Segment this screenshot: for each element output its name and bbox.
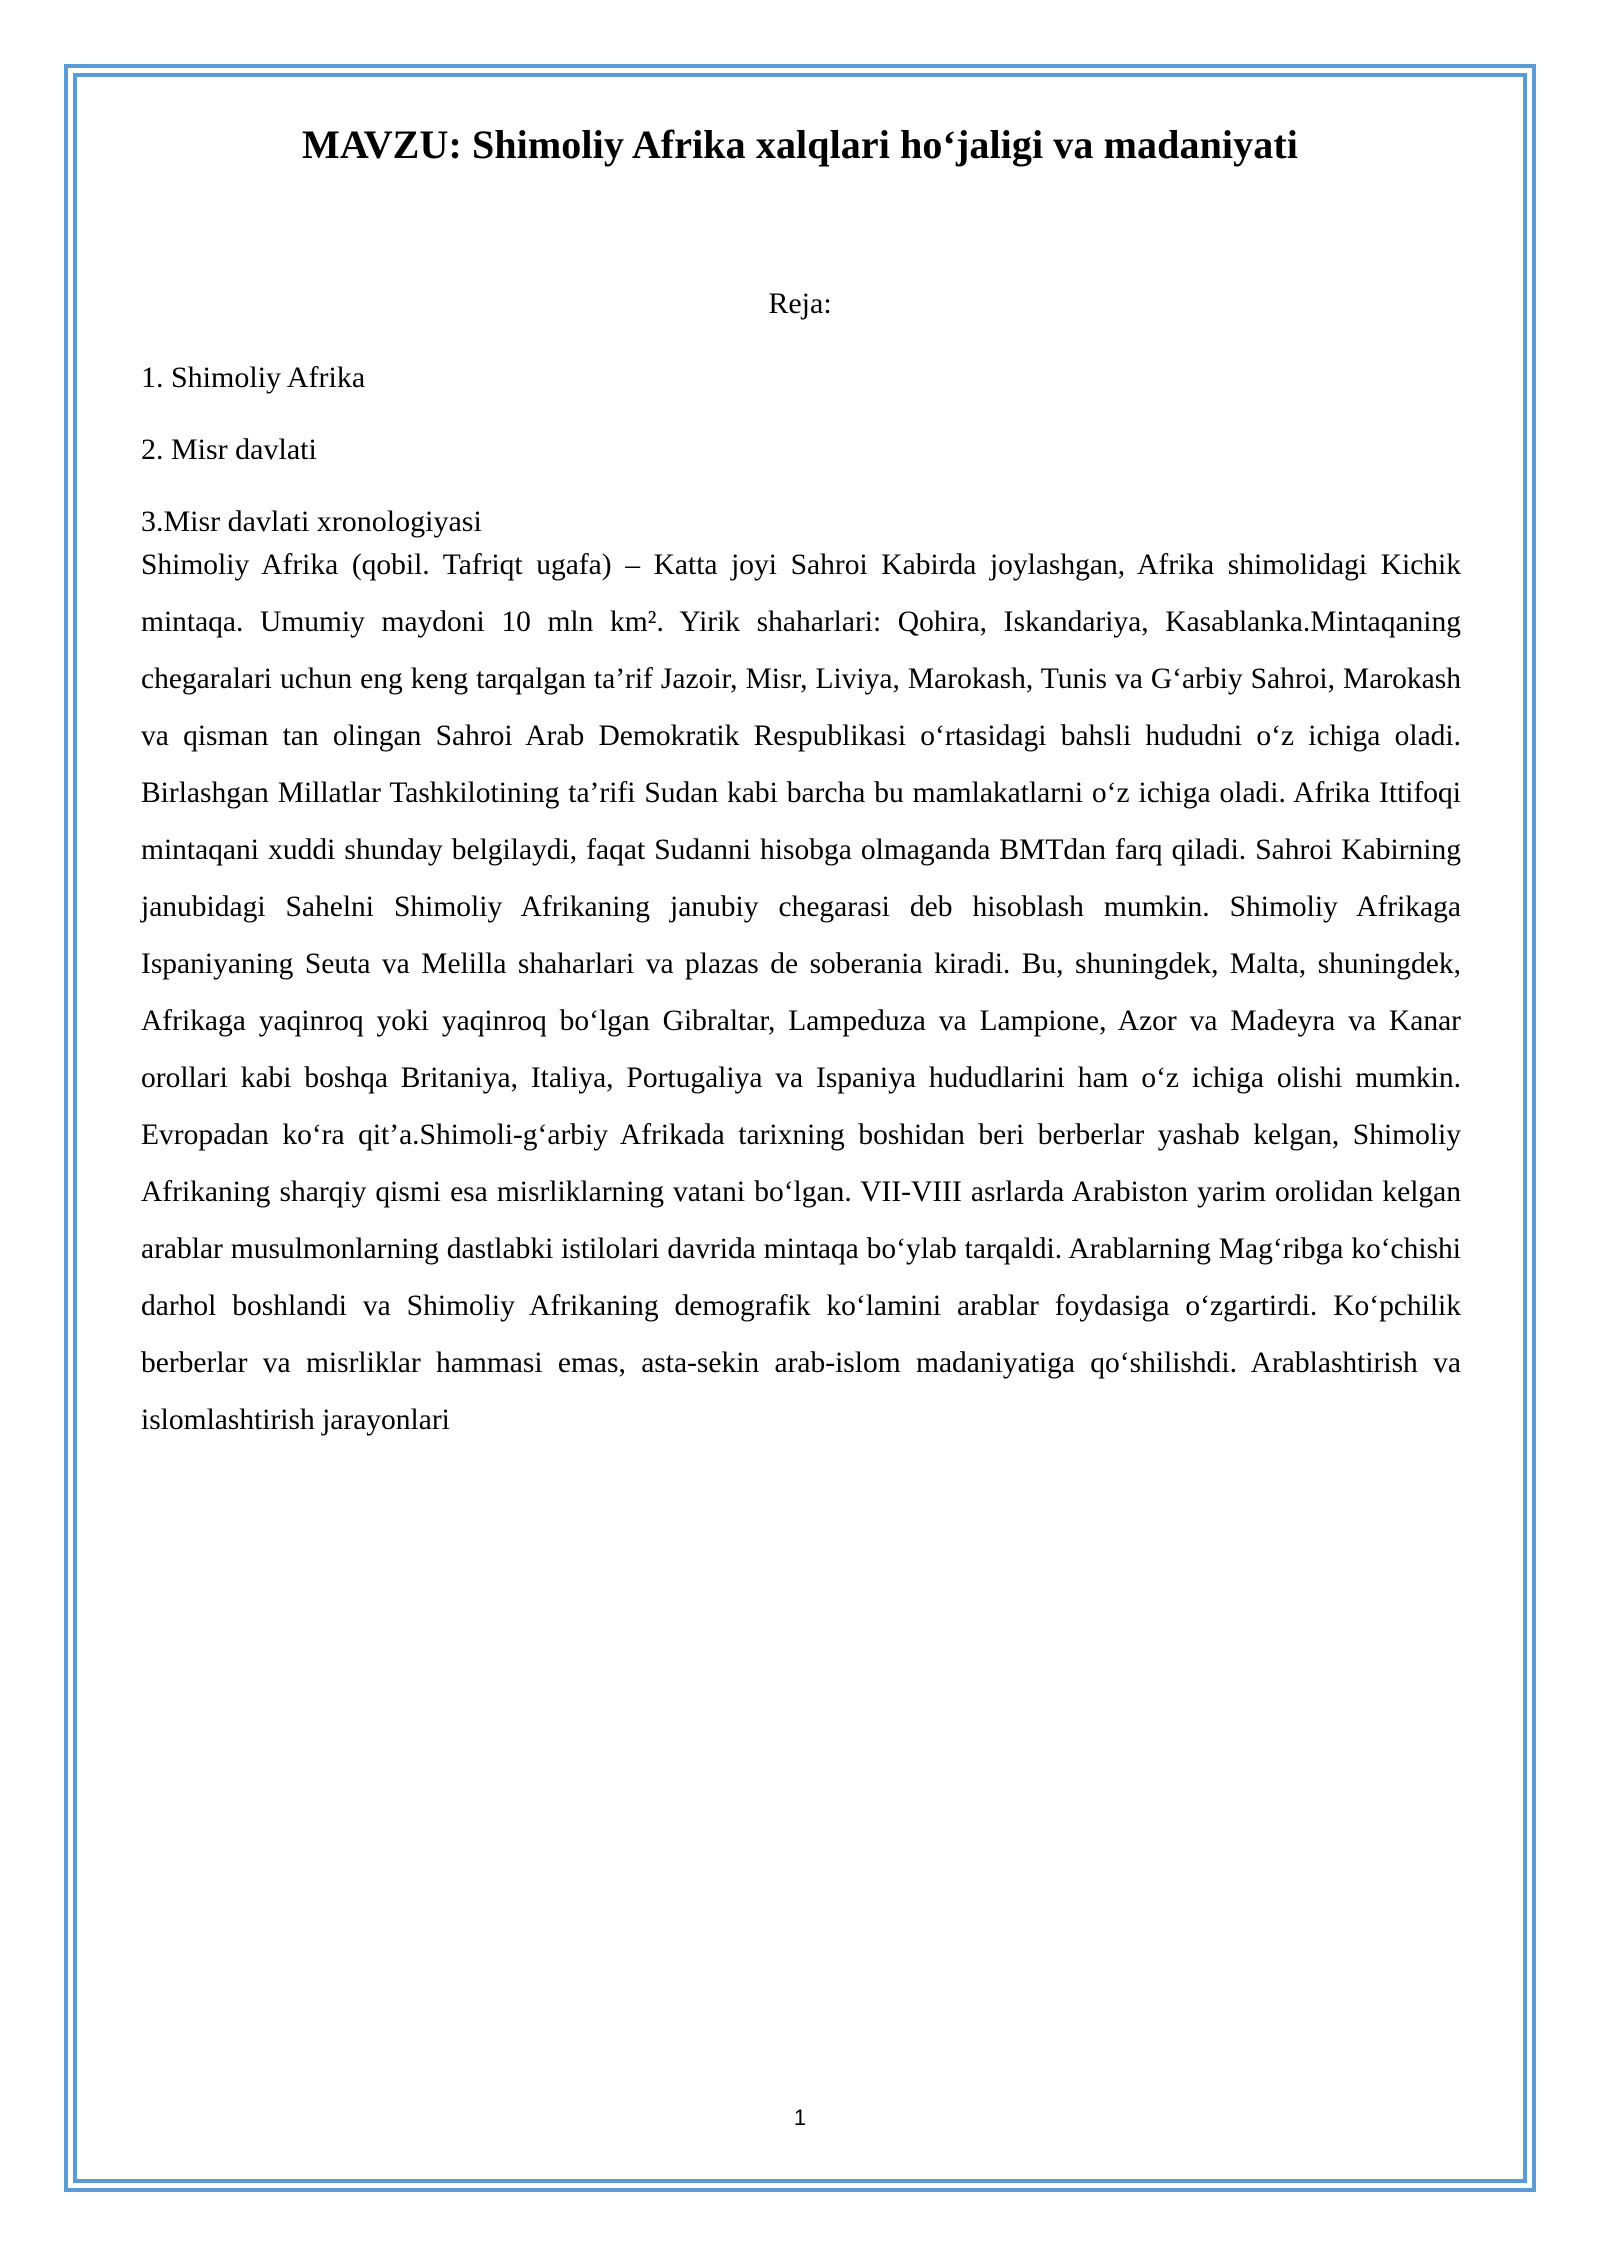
list-item: 2. Misr davlati (141, 433, 317, 466)
page-border-inner (73, 73, 1527, 2183)
page-number: 1 (793, 2105, 807, 2130)
page-border-outer (64, 64, 1536, 2192)
outline-heading: Reja: (768, 287, 832, 320)
document-content (77, 77, 1523, 2179)
body-paragraph: Shimoliy Afrika (qobil. Tafriqt ugafa) – Katta joyi Sahroi Kabirda joylashgan, Afrika shimolidagi Kichik mintaqa. Umumiy maydoni 10 mln km². Yirik shaharlari: Qohira, Iskandariya, Kasablanka.Mintaqaning chegaralari uchun eng keng tarqalgan ta’rif Jazoir, Misr, Liviya, Marokash, Tunis va G‘arbiy Sahroi, Marokash va qisman tan olingan Sahroi Arab Demokratik Respublikasi o‘rtasidagi bahsli hududni o‘z ichiga oladi. Birlashgan Millatlar Tashkilotining ta’rifi Sudan kabi barcha bu mamlakatlarni o‘z ichiga oladi. Afrika Ittifoqi mintaqani xuddi shunday belgilaydi, faqat Sudanni hisobga olmaganda BMTdan farq qiladi. Sahroi Kabirning janubidagi Sahelni Shimoliy Afrikaning janubiy chegarasi deb hisoblash mumkin. Shimoliy Afrikaga Ispaniyaning Seuta va Melilla shaharlari va plazas de soberania kiradi. Bu, shuningdek, Malta, shuningdek, Afrikaga yaqinroq yoki yaqinroq bo‘lgan Gibraltar, Lampeduza va Lampione, Azor va Madeyra va Kanar orollari kabi boshqa Britaniya, Italiya, Portugaliya va Ispaniya hududlarini ham o‘z ichiga olishi mumkin. Evropadan ko‘ra qit’a.Shimoli-g‘arbiy Afrikada tarixning boshidan beri berberlar yashab kelgan, Shimoliy Afrikaning sharqiy qismi esa misrliklarning vatani bo‘lgan. VII-VIII asrlarda Arabiston yarim orolidan kelgan arablar musulmonlarning dastlabki istilolari davrida mintaqa bo‘ylab tarqaldi. Arablarning Mag‘ribga ko‘chishi darhol boshlandi va Shimoliy Afrikaning demografik ko‘lamini arablar foydasiga o‘zgartirdi. Ko‘pchilik berberlar va misrliklar hammasi emas, asta-sekin arab-islom madaniyatiga qo‘shilishdi. Arablashtirish va islomlashtirish jarayonlari (141, 549, 1461, 1436)
list-item: 1. Shimoliy Afrika (141, 361, 366, 394)
list-item: 3.Misr davlati xronologiyasi (141, 505, 482, 538)
page-title: MAVZU: Shimoliy Afrika xalqlari ho‘jaligi va madaniyati (302, 122, 1298, 167)
outline-list (133, 321, 1467, 537)
